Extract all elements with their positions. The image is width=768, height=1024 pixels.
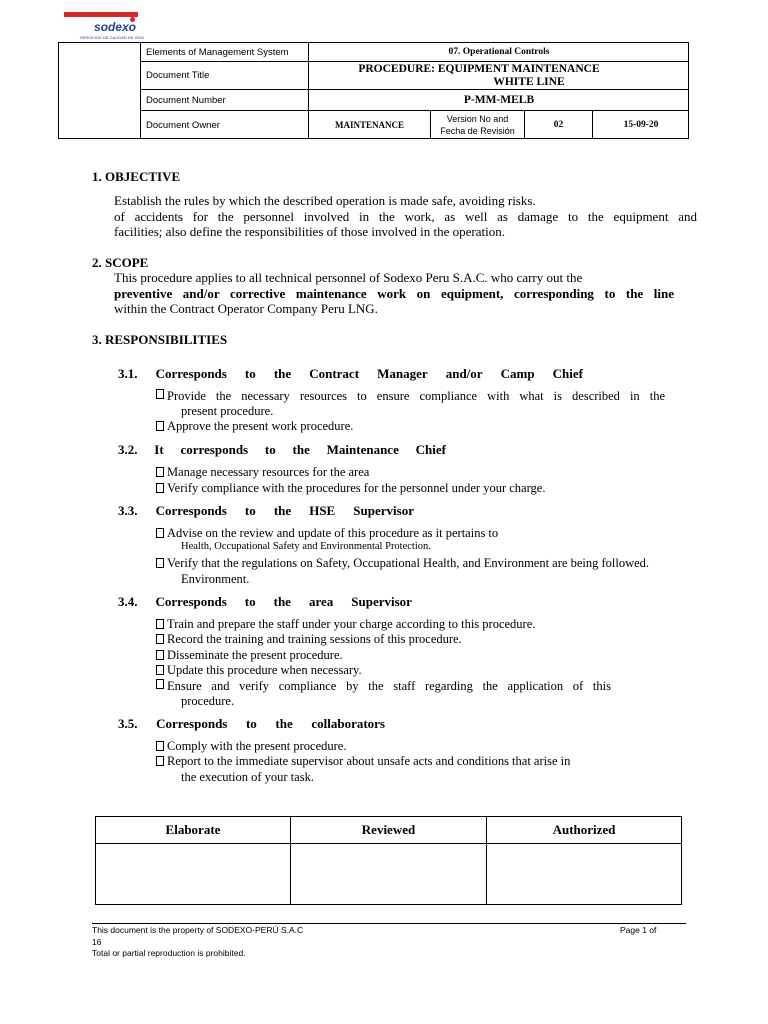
- checkbox-icon: [156, 665, 164, 675]
- checkbox-icon: [156, 619, 164, 629]
- elements-label: Elements of Management System: [141, 43, 309, 62]
- list-item: [156, 648, 343, 663]
- heading-word: Corresponds: [155, 503, 227, 518]
- checkbox-icon: [156, 634, 164, 644]
- list-item-text: Train and prepare the staff under your charge according to this procedure.: [167, 617, 536, 631]
- scope-line-3: within the Contract Operator Company Peru LNG.: [114, 301, 378, 316]
- list-item: [156, 679, 611, 694]
- heading-word: to: [244, 366, 256, 381]
- heading-word: Supervisor: [351, 594, 412, 609]
- section-3-3-number: 3.3.: [118, 503, 138, 518]
- heading-word: Maintenance: [326, 442, 399, 457]
- authorized-header: Authorized: [487, 817, 681, 844]
- section-3-5-heading: [118, 716, 385, 732]
- heading-word: Contract: [309, 366, 360, 381]
- list-item-text: Record the training and training sessions of this procedure.: [167, 632, 462, 646]
- list-item-text: Update this procedure when necessary.: [167, 663, 362, 677]
- heading-word: to: [244, 503, 256, 518]
- heading-word: and/or: [445, 366, 483, 381]
- heading-word: corresponds: [180, 442, 249, 457]
- heading-word: the: [292, 442, 310, 457]
- logo-bar: [64, 12, 138, 17]
- heading-word: area: [308, 594, 334, 609]
- version-label-line-1: Version No and: [446, 114, 509, 124]
- list-item-continuation: Environment.: [181, 572, 250, 586]
- list-item-continuation: present procedure.: [181, 404, 274, 418]
- number-label: Document Number: [141, 90, 309, 111]
- document-title: [309, 62, 689, 90]
- checkbox-icon: [156, 679, 164, 689]
- section-3-2-heading: [118, 442, 446, 458]
- footer-page-total: 16: [92, 937, 102, 947]
- objective-line-3: facilities; also define the responsibilities of those involved in the operation.: [114, 224, 505, 239]
- heading-word: the: [273, 594, 291, 609]
- list-item-text: Advise on the review and update of this procedure as it pertains to: [167, 526, 499, 540]
- heading-word: to: [244, 594, 256, 609]
- list-item: [156, 556, 649, 571]
- heading-word: Corresponds: [155, 594, 227, 609]
- scope-line-1: This procedure applies to all technical personnel of Sodexo Peru S.A.C. who carry out the: [114, 270, 583, 285]
- version-label: [431, 111, 525, 139]
- owner-value: MAINTENANCE: [309, 111, 431, 139]
- heading-word: It: [154, 442, 164, 457]
- reviewed-header: Reviewed: [291, 817, 487, 844]
- version-value: 02: [525, 111, 593, 139]
- heading-word: Corresponds: [156, 716, 228, 731]
- title-line-2: WHITE LINE: [493, 75, 565, 88]
- footer-reproduction: Total or partial reproduction is prohibited.: [92, 948, 246, 958]
- list-item-text: Ensure and verify compliance by the staff regarding the application of this: [167, 679, 611, 693]
- footer-page: Page 1 of: [620, 925, 657, 935]
- footer-divider: [92, 923, 686, 924]
- checkbox-icon: [156, 558, 164, 568]
- section-3-5-number: 3.5.: [118, 716, 138, 731]
- list-item: [156, 739, 346, 754]
- heading-word: Chief: [552, 366, 583, 381]
- list-item: [156, 632, 462, 647]
- list-item: [156, 617, 535, 632]
- heading-word: to: [245, 716, 257, 731]
- reviewed-signature-cell: [291, 844, 487, 904]
- section-3-2-number: 3.2.: [118, 442, 138, 457]
- list-item-text: Verify compliance with the procedures for the personnel under your charge.: [167, 481, 546, 495]
- heading-word: Supervisor: [353, 503, 414, 518]
- checkbox-icon: [156, 741, 164, 751]
- heading-word: to: [264, 442, 276, 457]
- list-item: [156, 465, 369, 480]
- objective-heading: 1. OBJECTIVE: [92, 169, 181, 184]
- footer-property: This document is the property of SODEXO-PERÚ S.A.C: [92, 925, 304, 935]
- elements-value: 07. Operational Controls: [309, 43, 689, 62]
- list-item-text: Verify that the regulations on Safety, Occupational Health, and Environment are being followed.: [167, 556, 650, 570]
- list-item: [156, 389, 665, 404]
- title-line-1: PROCEDURE: EQUIPMENT MAINTENANCE: [358, 62, 600, 75]
- section-3-4-heading: [118, 594, 412, 610]
- checkbox-icon: [156, 389, 164, 399]
- list-item-text: Report to the immediate supervisor about unsafe acts and conditions that arise in: [167, 754, 571, 768]
- heading-word: the: [273, 503, 292, 518]
- list-item-text: Disseminate the present procedure.: [167, 648, 343, 662]
- list-item-continuation: procedure.: [181, 694, 235, 708]
- elaborate-signature-cell: [96, 844, 291, 904]
- checkbox-icon: [156, 483, 164, 493]
- objective-line-2: of accidents for the personnel involved in the work, as well as damage to the equipment and: [114, 209, 697, 224]
- sodexo-logo: [64, 10, 142, 44]
- list-item: [156, 663, 362, 678]
- document-number: P-MM-MELB: [309, 90, 689, 111]
- list-item: [156, 419, 353, 434]
- section-3-1-number: 3.1.: [118, 366, 138, 381]
- list-item: [156, 754, 570, 769]
- checkbox-icon: [156, 528, 164, 538]
- heading-word: the: [273, 366, 292, 381]
- scope-line-2: preventive and/or corrective maintenance work on equipment, corresponding to the line: [114, 286, 674, 301]
- revision-date: 15-09-20: [623, 120, 659, 130]
- heading-word: collaborators: [311, 716, 385, 731]
- checkbox-icon: [156, 756, 164, 766]
- checkbox-icon: [156, 650, 164, 660]
- document-header-table: [58, 42, 689, 139]
- responsibilities-heading: 3. RESPONSIBILITIES: [92, 332, 228, 347]
- logo-name: sodexo: [94, 20, 137, 34]
- list-item-continuation: Health, Occupational Safety and Environmental Protection.: [181, 541, 431, 552]
- logo-cell: [59, 43, 141, 139]
- elaborate-header: Elaborate: [96, 817, 291, 844]
- authorized-signature-cell: [487, 844, 681, 904]
- heading-word: HSE: [309, 503, 336, 518]
- heading-word: Chief: [415, 442, 446, 457]
- list-item-continuation: the execution of your task.: [181, 770, 314, 784]
- version-label-line-2: Fecha de Revisión: [440, 126, 515, 136]
- heading-word: Manager: [377, 366, 428, 381]
- list-item-text: Approve the present work procedure.: [167, 419, 354, 433]
- list-item-text: Manage necessary resources for the area: [167, 465, 370, 479]
- scope-heading: 2. SCOPE: [92, 255, 149, 270]
- signature-table: [95, 816, 682, 905]
- checkbox-icon: [156, 421, 164, 431]
- checkbox-icon: [156, 467, 164, 477]
- section-3-1-heading: [118, 366, 583, 382]
- heading-word: Corresponds: [155, 366, 227, 381]
- list-item: [156, 481, 545, 496]
- owner-label: Document Owner: [141, 111, 309, 139]
- title-label: Document Title: [141, 62, 309, 90]
- list-item-text: Comply with the present procedure.: [167, 739, 347, 753]
- objective-line-1: Establish the rules by which the described operation is made safe, avoiding risks.: [114, 193, 536, 208]
- list-item-text: Provide the necessary resources to ensure compliance with what is described in the: [167, 389, 665, 403]
- heading-word: Camp: [500, 366, 535, 381]
- heading-word: the: [275, 716, 293, 731]
- section-3-4-number: 3.4.: [118, 594, 138, 609]
- list-item: [156, 526, 498, 541]
- section-3-3-heading: [118, 503, 414, 519]
- logo-tagline: SERVICIOS DE CALIDAD DE VIDA: [80, 35, 144, 40]
